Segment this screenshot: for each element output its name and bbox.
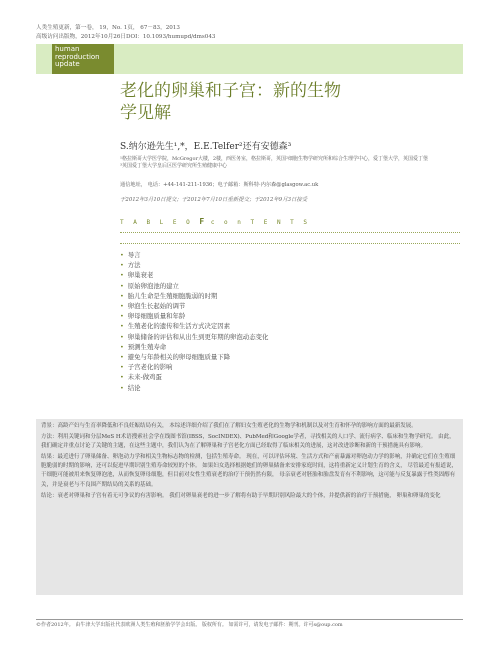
logo-line-1: human [55,45,80,53]
logo-line-3: update [55,60,80,69]
toc-item-label: 导言 [127,251,141,259]
copyright-footer: ©作者2012年。 由牛津大学出版社代表欧洲人类生殖和胚胎学学会出版。 版权所有。 如需许可，请发电子邮件：期刊。许可s@oup.com [36,622,343,628]
journal-citation: 人类生殖更新，第一卷， 19，No. 1页， 67－83，2013 [36,25,180,31]
bullet-icon: • [120,363,124,372]
toc-item[interactable] [120,270,268,280]
toc-item[interactable] [120,332,268,342]
toc-item-label: 避免与年龄相关的卵母细胞质量下降 [127,353,231,362]
toc-item-label: 生殖老化的遗传和生活方式决定因素 [127,322,231,331]
toc-item-label: 卵母细胞质量和年龄 [127,312,186,321]
author-list: S.纳尔逊先生¹,*，E.E.Telfer²还有安德森³ [120,142,292,152]
toc-item[interactable] [120,301,268,311]
abstract-methods: 方法：利用关键词和分层MeS H术语搜索社会学在线图书馆(IBSS，SocINDEX)、PubMed和Google学者，寻找相关的人口学、流行病学、临床和生物学研究。 由此，我们确定并重点讨论了关键的主题，在这些主题中，我们认为在了解卵巢和子宫老化方面已经取得了临床相关的进展，这对改进诊断和新的干预措施具有影响。 [41,434,455,450]
toc-item[interactable] [120,342,268,352]
bullet-icon: • [120,342,124,351]
bullet-icon: • [120,251,124,259]
toc-item[interactable] [120,311,268,321]
bullet-icon: • [120,373,124,382]
toc-item-label: 胎儿生命是生殖细胞脆弱的时期 [127,291,218,300]
toc-item-label: 预测生殖寿命 [127,342,167,351]
toc-item[interactable] [120,372,268,382]
toc-item-label: 原始卵泡池的建立 [127,281,179,290]
title-line-2: 学见解 [120,103,171,123]
bullet-icon: • [120,383,124,392]
article-title [120,80,420,124]
submission-dates: 于2012年3月10日提交；于2012年7月10日重新提交；于2012年9月3日接受 [120,197,308,203]
toc-item[interactable] [120,352,268,362]
abstract-background: 背景：高龄产妇与生育率降低和不良妊娠结局有关， 本综述详细介绍了我们在了解妇女生殖老化的生物学和机制以及对生育和怀孕的影响方面的最新发展。 [41,423,417,429]
toc-item-label: 结论 [127,383,141,392]
toc-list [120,250,268,393]
affiliation-line-1: ¹格拉斯哥大学医学院，McGregor大楼，2楼，西医务室，格拉斯哥，英国²细胞生物学研究所和综合生理学中心，爱丁堡大学，英国爱丁堡 [120,156,429,162]
bullet-icon: • [120,302,124,311]
toc-item-label: 卵巢衰老 [127,271,154,280]
toc-item[interactable] [120,281,268,291]
logo-line-2: reproduction [55,52,100,61]
toc-item-label: 方法 [127,261,141,270]
abstract-results: 结果：最近进行了卵巢储备、卵泡动力学和相关生物标志物的检测，包括生殖寿命。 现在，可以评估环境、生活方式和产前暴露对卵泡动力学的影响，并确定它们在生殖细胞脆弱的时期的影响，还可以促进早期识别生殖寿命较短的个体。 如果妇女选择根据她们的卵巢储备来安排家庭时间，这将重新定义计划生育的含义， 尽管最近有报道说，干细胞可能被用来恢复卵泡池，从而恢复卵母细胞，但目前对女性生殖衰老的治疗干预仍然有限， 母亲衰老对胚胎和胎盘发育有不利影响，这可能与反复暴露于性类固醇有关，并是衰老与不良围产期结局的关系的基础。 [41,454,458,488]
title-line-1: 老化的卵巢和子宫：新的生物 [120,81,341,101]
toc-divider-top [120,232,460,233]
toc-item-label: 卵泡生长起始的调节 [127,302,186,311]
correspondence: 通信地址， 电话：+44-141-211-1936；电子邮箱：斯科特·内尔森@glasgow.ac.uk [120,182,319,188]
toc-item[interactable] [120,250,268,260]
bullet-icon: • [120,261,124,270]
toc-item[interactable] [120,362,268,372]
bullet-icon: • [120,322,124,331]
bullet-icon: • [120,353,124,362]
abstract-conclusions: 结论：衰老对卵巢和子宫有着无可争议的有害影响。 我们对卵巢衰老的进一步了解将有助于早期识别风险最大的个体，并提供新的治疗干预措施， 卵巢和卵巢的变化 [41,492,441,499]
bullet-icon: • [120,271,124,280]
affiliations [120,156,460,171]
bullet-icon: • [120,332,124,341]
toc-item[interactable] [120,383,268,393]
toc-heading-part-1: T A B L E O [120,219,193,226]
toc-item-label: 卵巢储备的评估和从出生到更年期的卵泡动态变化 [127,332,269,341]
affiliation-line-2: ³英国爱丁堡大学皇后区医学研究所生殖健康中心 [120,163,228,170]
footer-divider [36,619,463,620]
journal-logo [52,44,114,74]
bullet-icon: • [120,281,124,290]
doi-line: 高级访问出版物，2012年10月26日DOI：10.1093/humupd/dms043 [36,34,216,40]
toc-heading-f: F [199,217,205,226]
bullet-icon: • [120,312,124,321]
toc-heading-part-2: c o n T E N T S [210,219,311,226]
toc-item[interactable] [120,291,268,301]
bullet-icon: • [120,291,124,300]
toc-heading [120,217,460,226]
toc-divider-bottom [120,243,460,244]
toc-item[interactable] [120,260,268,270]
toc-item-label: 未来-做鸡蛋 [127,373,162,382]
toc-item[interactable] [120,321,268,331]
toc-item-label: 子宫老化的影响 [127,363,173,372]
abstract-box [36,419,463,595]
